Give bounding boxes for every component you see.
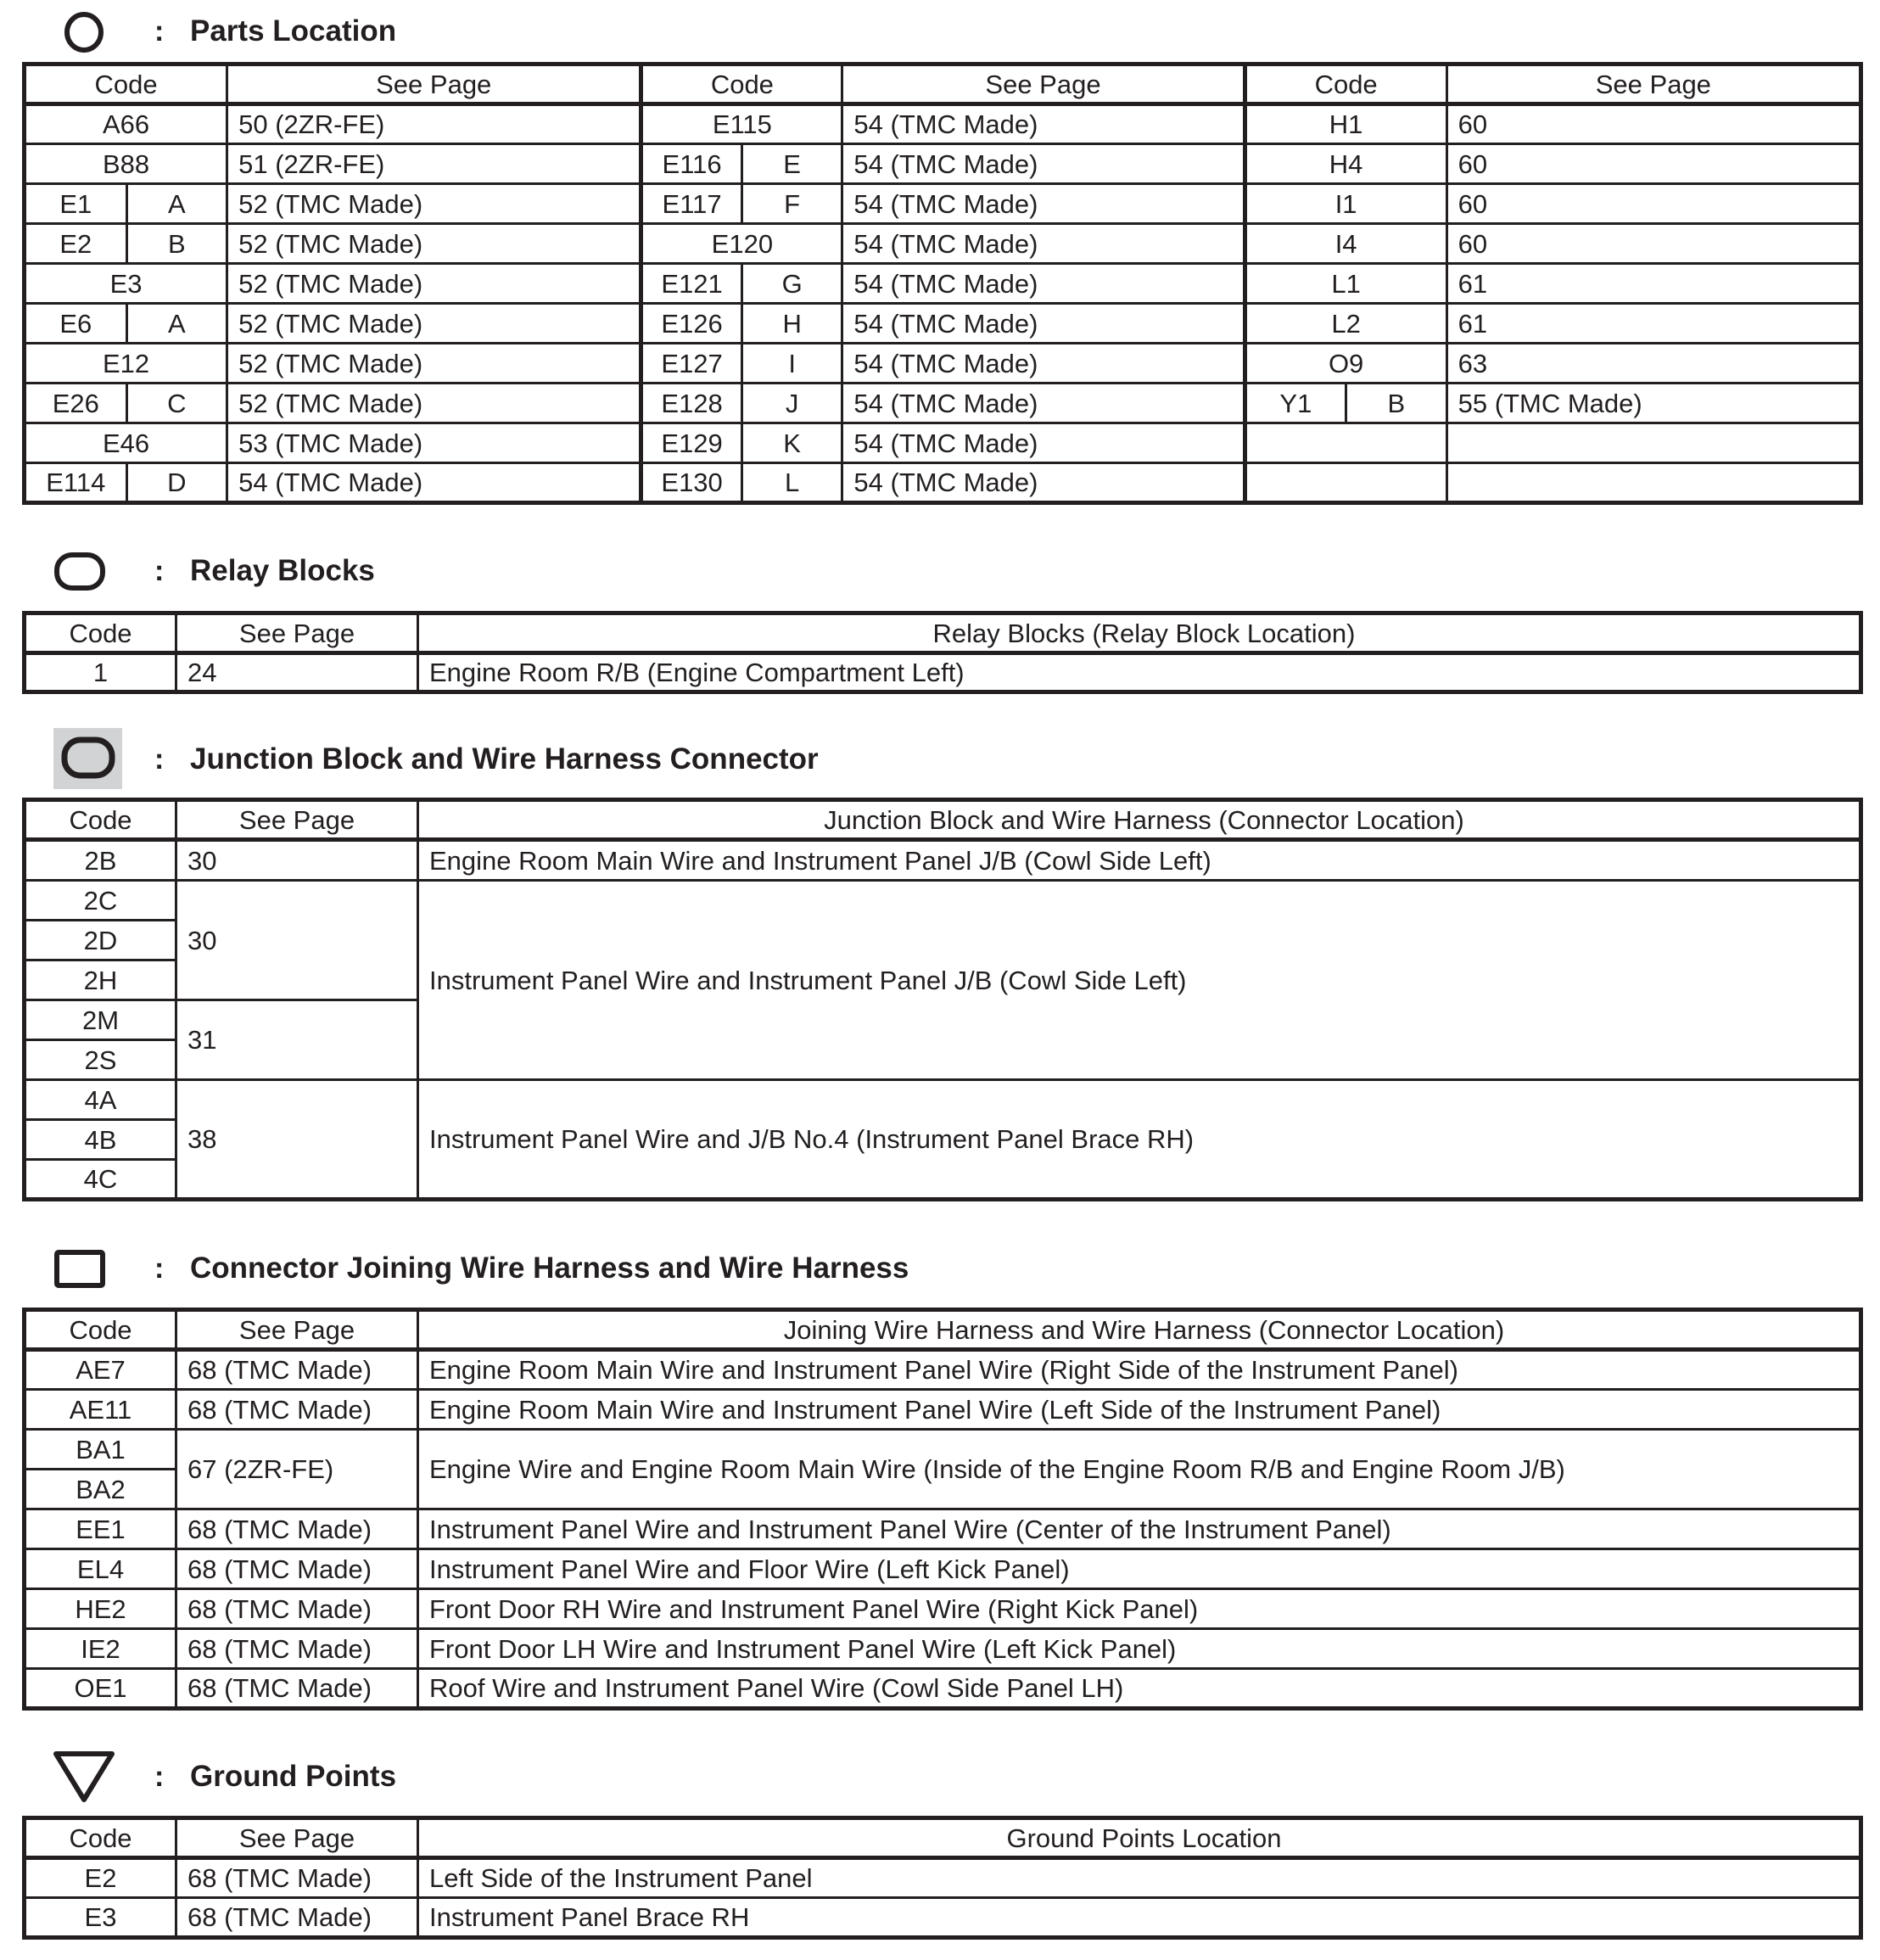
table-header-row — [25, 64, 1861, 104]
code-cell: O9 — [1245, 344, 1446, 384]
code-cell: 4C — [25, 1160, 176, 1200]
page-cell: 68 (TMC Made) — [176, 1589, 418, 1629]
section-colon: : — [154, 1252, 165, 1285]
page-cell: 55 (TMC Made) — [1446, 384, 1860, 423]
table-row — [25, 344, 1861, 384]
code-cell: E121 — [641, 264, 742, 304]
section-title: Ground Points — [190, 1760, 397, 1793]
triangle-down-icon — [52, 1750, 116, 1805]
table-header-row — [25, 1310, 1861, 1350]
page-cell: 60 — [1446, 184, 1860, 224]
code-cell: E127 — [641, 344, 742, 384]
header-see-page: See Page — [176, 800, 418, 840]
table-header-row — [25, 1818, 1861, 1858]
page-cell: 68 (TMC Made) — [176, 1350, 418, 1390]
header-code: Code — [25, 1818, 176, 1858]
code-cell: E114 — [25, 463, 127, 503]
table-row — [25, 1549, 1861, 1589]
code-cell: I1 — [1245, 184, 1446, 224]
code-cell: E1 — [25, 184, 127, 224]
page-cell: 31 — [176, 1000, 418, 1080]
page-cell: 68 (TMC Made) — [176, 1509, 418, 1549]
code-cell: AE7 — [25, 1350, 176, 1390]
code-cell: E129 — [641, 423, 742, 463]
sub-code-cell: D — [126, 463, 227, 503]
table-row — [25, 1430, 1861, 1470]
page-cell: 54 (TMC Made) — [842, 104, 1245, 144]
code-cell: E2 — [25, 1858, 176, 1898]
location-cell: Instrument Panel Wire and Floor Wire (Left Kick Panel) — [418, 1549, 1861, 1589]
page-cell: 30 — [176, 840, 418, 881]
section-title-connector-joining — [0, 1247, 1188, 1290]
table-row — [25, 224, 1861, 264]
sub-code-cell: F — [741, 184, 842, 224]
location-cell: Instrument Panel Wire and Instrument Panel Wire (Center of the Instrument Panel) — [418, 1509, 1861, 1549]
sub-code-cell: E — [741, 144, 842, 184]
section-colon: : — [154, 743, 165, 776]
code-cell: E130 — [641, 463, 742, 503]
sub-code-cell: C — [126, 384, 227, 423]
rounded-rectangle-icon — [53, 552, 106, 592]
header-see-page: See Page — [176, 1818, 418, 1858]
code-cell: H1 — [1245, 104, 1446, 144]
page-cell: 30 — [176, 881, 418, 1000]
page-cell: 54 (TMC Made) — [842, 344, 1245, 384]
header-code: Code — [25, 1310, 176, 1350]
sub-code-cell: A — [126, 184, 227, 224]
code-cell: 2C — [25, 881, 176, 921]
page-cell: 54 (TMC Made) — [842, 264, 1245, 304]
sub-code-cell: L — [741, 463, 842, 503]
code-cell: E126 — [641, 304, 742, 344]
page-cell: 68 (TMC Made) — [176, 1669, 418, 1709]
page-cell: 52 (TMC Made) — [227, 304, 641, 344]
location-cell: Engine Room Main Wire and Instrument Panel Wire (Left Side of the Instrument Panel) — [418, 1390, 1861, 1430]
table-row — [25, 1509, 1861, 1549]
parts-location-table — [22, 62, 1863, 505]
location-cell: Engine Room Main Wire and Instrument Panel J/B (Cowl Side Left) — [418, 840, 1861, 881]
connector-joining-table — [22, 1308, 1863, 1711]
page-cell: 52 (TMC Made) — [227, 184, 641, 224]
page-cell: 54 (TMC Made) — [842, 144, 1245, 184]
header-see-page: See Page — [842, 64, 1245, 104]
sub-code-cell: J — [741, 384, 842, 423]
code-cell: IE2 — [25, 1629, 176, 1669]
location-cell: Instrument Panel Brace RH — [418, 1898, 1861, 1938]
code-cell: E117 — [641, 184, 742, 224]
table-row — [25, 1669, 1861, 1709]
location-cell: Roof Wire and Instrument Panel Wire (Cowl Side Panel LH) — [418, 1669, 1861, 1709]
code-cell: E46 — [25, 423, 227, 463]
code-cell: E6 — [25, 304, 127, 344]
code-cell: L1 — [1245, 264, 1446, 304]
table-row — [25, 1080, 1861, 1120]
header-see-page: See Page — [1446, 64, 1860, 104]
location-cell: Front Door RH Wire and Instrument Panel Wire (Right Kick Panel) — [418, 1589, 1861, 1629]
code-cell: E3 — [25, 1898, 176, 1938]
table-row — [25, 1390, 1861, 1430]
section-title: Junction Block and Wire Harness Connector — [190, 742, 819, 776]
page-cell: 68 (TMC Made) — [176, 1858, 418, 1898]
location-cell: Engine Room Main Wire and Instrument Panel Wire (Right Side of the Instrument Panel) — [418, 1350, 1861, 1390]
page-cell: 54 (TMC Made) — [842, 184, 1245, 224]
section-title-junction-block — [0, 738, 1188, 781]
ground-points-table — [22, 1816, 1863, 1940]
code-cell: I4 — [1245, 224, 1446, 264]
code-cell: AE11 — [25, 1390, 176, 1430]
header-code: Code — [25, 613, 176, 653]
code-cell: EL4 — [25, 1549, 176, 1589]
section-title: Connector Joining Wire Harness and Wire Harness — [190, 1252, 909, 1285]
section-title: Parts Location — [190, 14, 397, 48]
page-cell: 68 (TMC Made) — [176, 1898, 418, 1938]
code-cell: E115 — [641, 104, 842, 144]
table-row — [25, 264, 1861, 304]
sub-code-cell: G — [741, 264, 842, 304]
page-cell: 68 (TMC Made) — [176, 1390, 418, 1430]
code-cell: 4A — [25, 1080, 176, 1120]
page-cell: 54 (TMC Made) — [842, 224, 1245, 264]
header-location: Relay Blocks (Relay Block Location) — [418, 613, 1861, 653]
code-cell: 2S — [25, 1040, 176, 1080]
code-cell: E120 — [641, 224, 842, 264]
section-colon: : — [154, 1761, 165, 1793]
code-cell: A66 — [25, 104, 227, 144]
table-row — [25, 840, 1861, 881]
code-cell: E116 — [641, 144, 742, 184]
section-title-parts-location — [0, 10, 1188, 53]
table-row — [25, 881, 1861, 921]
sub-code-cell: B — [126, 224, 227, 264]
code-cell: E2 — [25, 224, 127, 264]
table-row — [25, 144, 1861, 184]
junction-block-table — [22, 798, 1863, 1201]
page-cell: 54 (TMC Made) — [227, 463, 641, 503]
code-cell: BA2 — [25, 1470, 176, 1509]
page-cell: 60 — [1446, 144, 1860, 184]
code-cell: L2 — [1245, 304, 1446, 344]
page-cell: 53 (TMC Made) — [227, 423, 641, 463]
code-cell — [1245, 423, 1446, 463]
header-see-page: See Page — [227, 64, 641, 104]
code-cell: BA1 — [25, 1430, 176, 1470]
page-cell: 50 (2ZR-FE) — [227, 104, 641, 144]
code-cell: 2M — [25, 1000, 176, 1040]
location-cell: Instrument Panel Wire and J/B No.4 (Instrument Panel Brace RH) — [418, 1080, 1861, 1200]
code-cell: 2B — [25, 840, 176, 881]
table-row — [25, 1898, 1861, 1938]
location-cell: Engine Wire and Engine Room Main Wire (Inside of the Engine Room R/B and Engine Room J/B) — [418, 1430, 1861, 1509]
code-cell: EE1 — [25, 1509, 176, 1549]
page-cell: 54 (TMC Made) — [842, 384, 1245, 423]
location-cell: Front Door LH Wire and Instrument Panel Wire (Left Kick Panel) — [418, 1629, 1861, 1669]
header-see-page: See Page — [176, 1310, 418, 1350]
code-cell: 4B — [25, 1120, 176, 1160]
code-cell: Y1 — [1245, 384, 1346, 423]
table-row — [25, 423, 1861, 463]
page-cell: 54 (TMC Made) — [842, 423, 1245, 463]
location-cell: Left Side of the Instrument Panel — [418, 1858, 1861, 1898]
header-code: Code — [25, 64, 227, 104]
table-row — [25, 184, 1861, 224]
page-cell: 52 (TMC Made) — [227, 344, 641, 384]
section-colon: : — [154, 15, 165, 48]
table-row — [25, 1589, 1861, 1629]
header-location: Joining Wire Harness and Wire Harness (Connector Location) — [418, 1310, 1861, 1350]
sub-code-cell: B — [1346, 384, 1447, 423]
header-code: Code — [1245, 64, 1446, 104]
page-cell: 54 (TMC Made) — [842, 463, 1245, 503]
section-title-ground-points — [0, 1756, 1188, 1798]
code-cell: 2D — [25, 921, 176, 960]
sub-code-cell: H — [741, 304, 842, 344]
page-cell: 52 (TMC Made) — [227, 384, 641, 423]
code-cell: HE2 — [25, 1589, 176, 1629]
header-see-page: See Page — [176, 613, 418, 653]
page-cell: 67 (2ZR-FE) — [176, 1430, 418, 1509]
code-cell: E12 — [25, 344, 227, 384]
code-cell: B88 — [25, 144, 227, 184]
page-cell: 68 (TMC Made) — [176, 1629, 418, 1669]
page-cell: 60 — [1446, 104, 1860, 144]
table-header-row — [25, 613, 1861, 653]
code-cell: OE1 — [25, 1669, 176, 1709]
code-cell: E128 — [641, 384, 742, 423]
sub-code-cell: I — [741, 344, 842, 384]
page-cell: 61 — [1446, 304, 1860, 344]
code-cell: H4 — [1245, 144, 1446, 184]
sub-code-cell: K — [741, 423, 842, 463]
page-cell — [1446, 423, 1860, 463]
page-cell: 51 (2ZR-FE) — [227, 144, 641, 184]
table-row — [25, 463, 1861, 503]
relay-blocks-table — [22, 611, 1863, 694]
section-colon: : — [154, 555, 165, 587]
section-title-relay-blocks — [0, 550, 1188, 592]
table-header-row — [25, 800, 1861, 840]
page-cell: 52 (TMC Made) — [227, 224, 641, 264]
header-location: Ground Points Location — [418, 1818, 1861, 1858]
code-cell: 2H — [25, 960, 176, 1000]
table-row — [25, 384, 1861, 423]
code-cell — [1245, 463, 1446, 503]
table-row — [25, 653, 1861, 692]
header-code: Code — [25, 800, 176, 840]
section-title: Relay Blocks — [190, 554, 375, 587]
page-cell: 61 — [1446, 264, 1860, 304]
page-cell: 60 — [1446, 224, 1860, 264]
code-cell: 1 — [25, 653, 176, 692]
table-row — [25, 1629, 1861, 1669]
page-cell: 68 (TMC Made) — [176, 1549, 418, 1589]
location-cell: Engine Room R/B (Engine Compartment Left) — [418, 653, 1861, 692]
table-row — [25, 1858, 1861, 1898]
page-cell: 52 (TMC Made) — [227, 264, 641, 304]
header-location: Junction Block and Wire Harness (Connector Location) — [418, 800, 1861, 840]
code-cell: E26 — [25, 384, 127, 423]
code-cell: E3 — [25, 264, 227, 304]
sub-code-cell: A — [126, 304, 227, 344]
table-row — [25, 1350, 1861, 1390]
page-cell: 54 (TMC Made) — [842, 304, 1245, 344]
page-cell: 24 — [176, 653, 418, 692]
location-cell: Instrument Panel Wire and Instrument Panel J/B (Cowl Side Left) — [418, 881, 1861, 1080]
circle-icon — [63, 11, 105, 53]
shaded-rounded-rectangle-icon — [59, 736, 117, 781]
table-row — [25, 304, 1861, 344]
rectangle-icon — [53, 1249, 106, 1290]
page-cell: 63 — [1446, 344, 1860, 384]
page-cell — [1446, 463, 1860, 503]
table-row — [25, 104, 1861, 144]
header-code: Code — [641, 64, 842, 104]
page-cell: 38 — [176, 1080, 418, 1200]
